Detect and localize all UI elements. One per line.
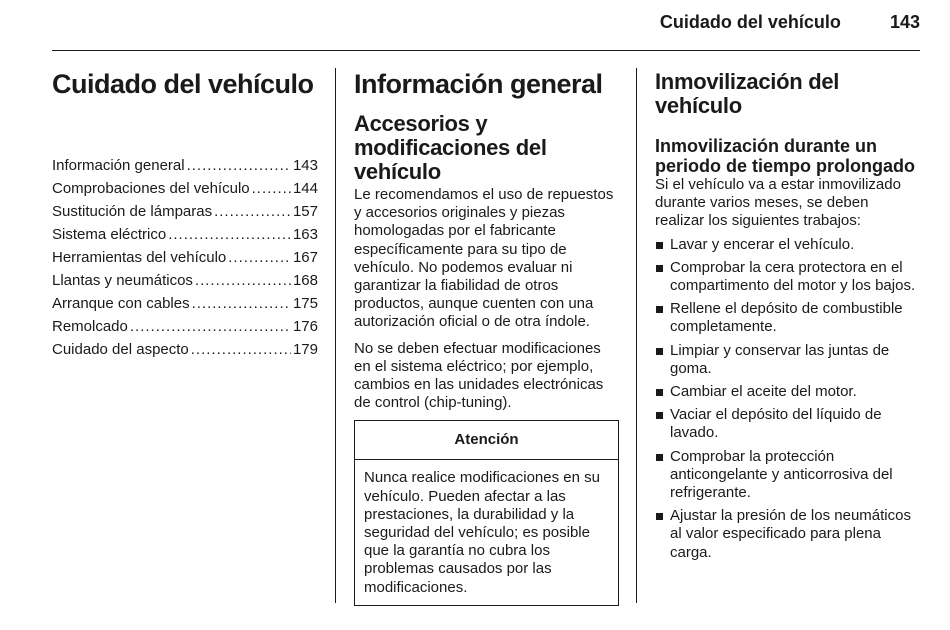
toc-leader [168,223,291,246]
toc-entry-title: Llantas y neumáticos [52,272,193,289]
warning-text: Nunca realice modificaciones en su vehículo. Pueden afectar a las prestaciones, la durabilidad y la seguridad del vehículo; es posible que la garantía no cubra los problemas causados por las modificaciones. [364,469,600,596]
toc-entry[interactable] [52,200,318,223]
toc-entry-page: 168 [292,272,318,289]
toc-leader [187,154,291,177]
paragraph: Si el vehículo va a estar inmovilizado durante varios meses, se deben realizar los siguientes trabajos: [655,176,901,230]
toc-leader [195,269,291,292]
header-rule [52,50,920,51]
table-of-contents [52,154,318,361]
list-item: Ajustar la presión de los neumáticos al valor especificado para plena carga. [655,507,921,562]
toc-leader [214,200,291,223]
toc-entry-title: Cuidado del aspecto [52,341,189,358]
column-contents [52,68,318,361]
toc-entry-title: Remolcado [52,318,128,335]
bullet-list [655,236,921,562]
toc-entry[interactable] [52,338,318,361]
header-page-number: 143 [889,12,920,32]
toc-entry[interactable] [52,269,318,292]
toc-entry[interactable] [52,177,318,200]
toc-entry[interactable] [52,154,318,177]
toc-entry[interactable] [52,223,318,246]
toc-entry-page: 163 [292,226,318,243]
toc-leader [228,246,291,269]
toc-entry-title: Sustitución de lámparas [52,203,213,220]
toc-leader [252,177,291,200]
toc-entry-title: Comprobaciones del vehículo [52,180,250,197]
toc-leader [191,338,291,361]
toc-entry-page: 175 [292,295,318,312]
toc-entry-page: 143 [292,157,318,174]
page-header [660,12,920,33]
toc-entry-title: Información general [52,157,185,174]
paragraph: No se deben efectuar modificaciones en el sistema eléctrico; por ejemplo, cambios en las unidades electrónicas de control (chip-tuning). [354,339,604,412]
chapter-title: Cuidado del vehículo [52,69,314,99]
section-title: Inmovilización del vehículo [655,69,840,118]
list-item: Lavar y encerar el vehículo. [655,236,921,254]
toc-leader [130,315,291,338]
column-storage [655,68,921,567]
warning-box [354,420,619,605]
list-item: Limpiar y conservar las juntas de goma. [655,342,921,378]
toc-entry-page: 144 [292,180,318,197]
column-divider [636,68,637,603]
list-item: Rellene el depósito de combustible completamente. [655,300,921,336]
list-item: Vaciar el depósito del líquido de lavado. [655,406,921,442]
subsection-title: Inmovilización durante un periodo de tiempo prolongado [655,136,915,176]
toc-entry[interactable] [52,292,318,315]
toc-entry[interactable] [52,246,318,269]
toc-entry-page: 176 [292,318,318,335]
header-section-title: Cuidado del vehículo [659,12,841,32]
toc-entry-title: Arranque con cables [52,295,190,312]
warning-title: Atención [355,421,618,460]
list-item: Cambiar el aceite del motor. [655,383,921,401]
toc-entry-page: 167 [292,249,318,266]
subsection-title: Accesorios y modificaciones del vehículo [354,111,547,184]
toc-entry[interactable] [52,315,318,338]
list-item: Comprobar la cera protectora en el compartimento del motor y los bajos. [655,259,921,295]
toc-entry-page: 179 [292,341,318,358]
list-item: Comprobar la protección anticongelante y anticorrosiva del refrigerante. [655,448,921,503]
toc-entry-page: 157 [292,203,318,220]
column-general-info [354,68,619,606]
toc-entry-title: Herramientas del vehículo [52,249,227,266]
column-divider [335,68,336,603]
toc-leader [192,292,291,315]
section-title: Información general [354,69,603,99]
paragraph: Le recomendamos el uso de repuestos y accesorios originales y piezas homologadas por el fabricante específicamente para su tipo de vehículo. No podemos evaluar ni garantizar la fiabilidad de otros productos, aunque cuenten con una autorización oficial o de otra índole. [354,186,614,331]
toc-entry-title: Sistema eléctrico [52,226,167,243]
